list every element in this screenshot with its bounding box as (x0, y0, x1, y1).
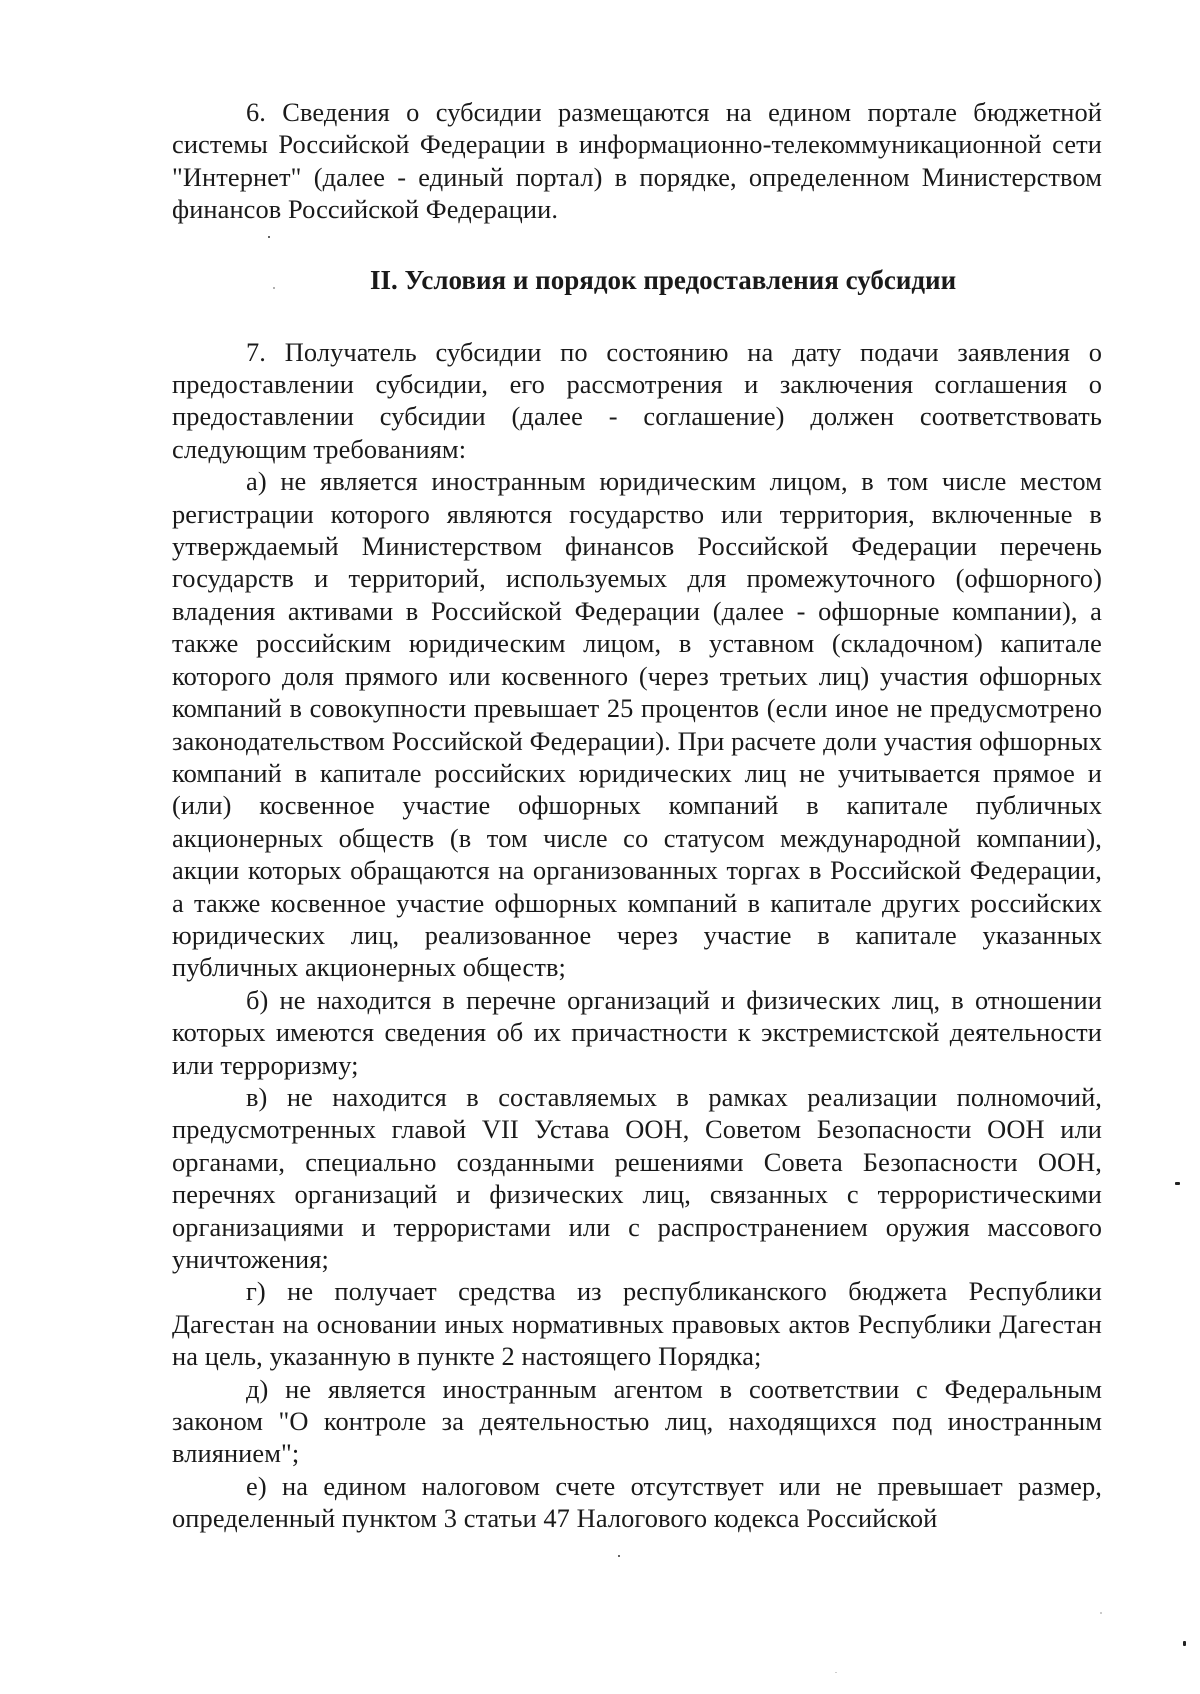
scan-speck (618, 1555, 620, 1557)
item-a: а) не является иностранным юридическим лицом, в том числе местом регистрации которого являются государство или территория, включенные в утверждаемый Министерством финансов Российской Федерации перечень государств и территорий, используемых для промежуточного (офшорного) владения активами в Российской Федерации (далее - офшорные компании), а также российским юридическим лицом, в уставном (складочном) капитале которого доля прямого или косвенного (через третьих лиц) участия офшорных компаний в совокупности превышает 25 процентов (если иное не предусмотрено законодательством Российской Федерации). При расчете доли участия офшорных компаний в капитале российских юридических лиц не учитывается прямое и (или) косвенное участие офшорных компаний в капитале публичных акционерных обществ (в том числе со статусом международной компании), акции которых обращаются на организованных торгах в Российской Федерации, а также косвенное участие офшорных компаний в капитале других российских юридических лиц, реализованное через участие в капитале указанных публичных акционерных обществ; (172, 466, 1102, 983)
paragraph-7: 7. Получатель субсидии по состоянию на дату подачи заявления о предоставлении субсидии, его рассмотрения и заключения соглашения о предоставлении субсидии (далее - соглашение) должен соответствовать следующим требованиям: (172, 336, 1102, 464)
scan-speck (268, 236, 270, 238)
scan-speck (835, 1672, 837, 1673)
document-body (172, 96, 1102, 1535)
item-d: д) не является иностранным агентом в соответствии с Федеральным законом "О контроле за деятельностью лиц, находящихся под иностранным влиянием"; (172, 1373, 1102, 1469)
item-g: г) не получает средства из республиканского бюджета Республики Дагестан на основании иных нормативных правовых актов Республики Дагестан на цель, указанную в пункте 2 настоящего Порядка; (172, 1276, 1102, 1372)
spacer (172, 226, 1102, 264)
scan-speck (1175, 1182, 1180, 1185)
scan-speck (1183, 1641, 1186, 1646)
section-heading: II. Условия и порядок предоставления субсидии (370, 264, 957, 295)
item-b: б) не находится в перечне организаций и физических лиц, в отношении которых имеются сведения об их причастности к экстремистской деятельности или терроризму; (172, 984, 1102, 1080)
scan-speck (1100, 1612, 1102, 1614)
item-v: в) не находится в составляемых в рамках реализации полномочий, предусмотренных главой VII Устава ООН, Советом Безопасности ООН или органами, специально созданными решениями Совета Безопасности ООН, перечнях организаций и физических лиц, связанных с террористическими организациями и террористами или с распространением оружия массового уничтожения; (172, 1081, 1102, 1274)
scan-speck (273, 287, 275, 289)
spacer (172, 296, 1102, 336)
item-e: е) на едином налоговом счете отсутствует или не превышает размер, определенный пунктом 3 статьи 47 Налогового кодекса Российской (172, 1470, 1102, 1534)
paragraph-6: 6. Сведения о субсидии размещаются на едином портале бюджетной системы Российской Федерации в информационно-телекоммуникационной сети "Интернет" (далее - единый портал) в порядке, определенном Министерством финансов Российской Федерации. (172, 97, 1102, 225)
